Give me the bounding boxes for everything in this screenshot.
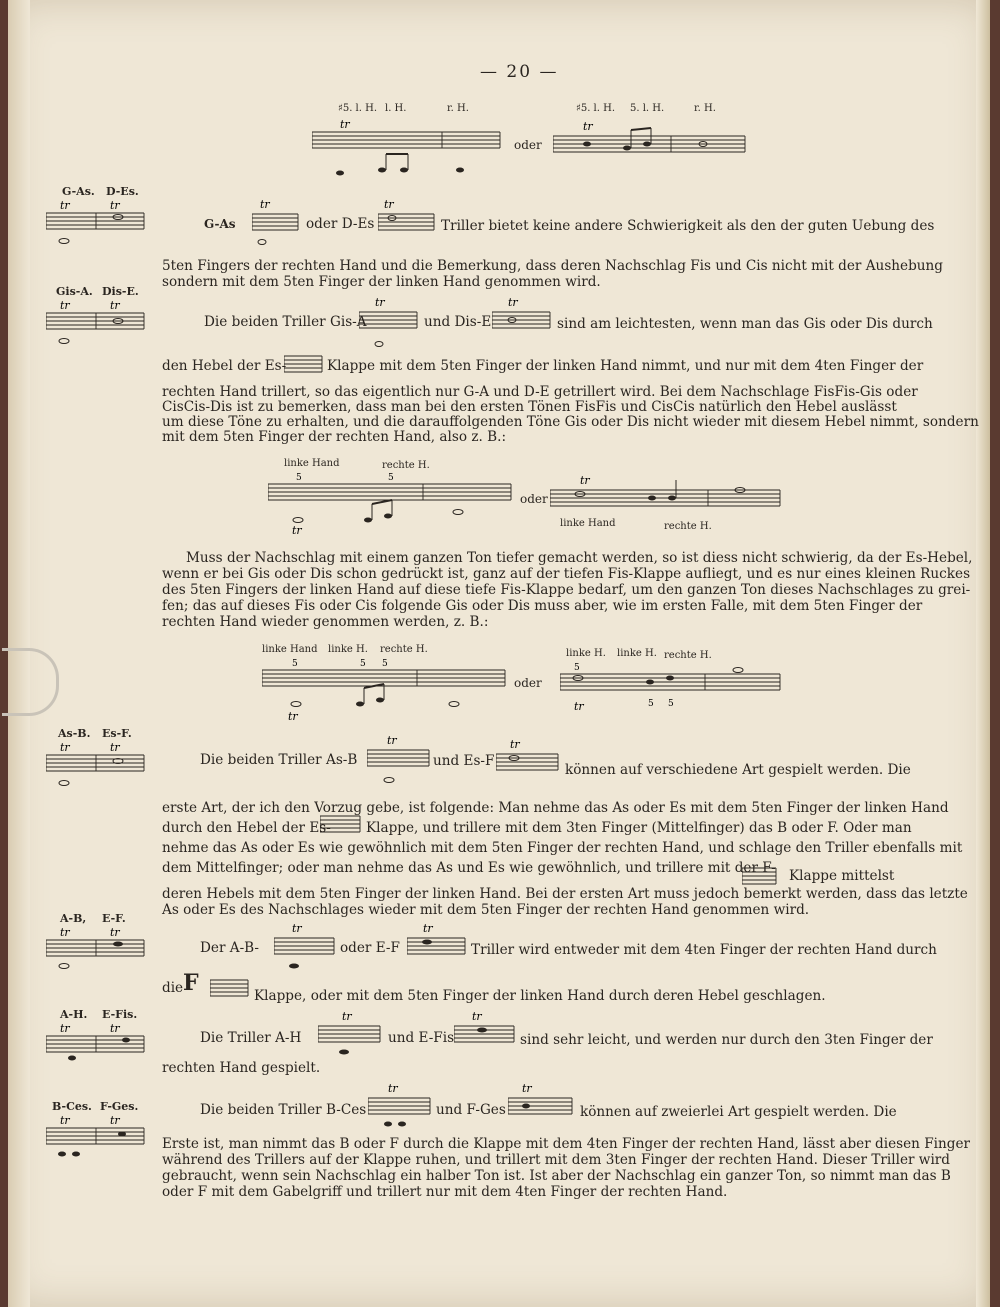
svg-text:5: 5 bbox=[360, 659, 366, 669]
svg-text:5: 5 bbox=[668, 699, 674, 709]
text-line: mit dem 5ten Finger der rechten Hand, also z. B.: bbox=[162, 429, 507, 445]
inline-staff bbox=[496, 740, 560, 780]
text-line: während des Trillers auf der Klappe ruhen, und trillert mit dem 3ten Finger der rechten Hand. Dieser Triller wird bbox=[162, 1152, 950, 1168]
svg-text:tr: tr bbox=[260, 200, 270, 211]
svg-text:tr: tr bbox=[110, 299, 120, 312]
hand-label: linke H. bbox=[328, 644, 368, 655]
svg-text:5: 5 bbox=[292, 659, 298, 669]
inline-staff bbox=[368, 1084, 432, 1134]
inline-staff bbox=[378, 200, 436, 240]
svg-text:tr: tr bbox=[60, 741, 70, 754]
fingering-label: l. H. bbox=[385, 103, 407, 114]
text-line: sind sehr leicht, und werden nur durch den 3ten Finger der bbox=[520, 1032, 933, 1048]
svg-text:tr: tr bbox=[375, 298, 385, 309]
fingering-label: ♯5. l. H. bbox=[338, 103, 378, 114]
svg-text:tr: tr bbox=[60, 1114, 70, 1127]
svg-text:tr: tr bbox=[580, 476, 590, 487]
inline-staff bbox=[320, 806, 362, 842]
trill-name: G-As bbox=[204, 217, 236, 231]
hand-label: linke H. bbox=[566, 648, 606, 659]
text-line: und F-Ges bbox=[436, 1102, 506, 1118]
fingering-label: r. H. bbox=[447, 103, 469, 114]
hand-label: rechte H. bbox=[664, 650, 712, 661]
text-line: fen; das auf dieses Fis oder Cis folgende Gis oder Dis muss aber, wie im ersten Falle, mit dem 5ten Finger der bbox=[162, 598, 923, 614]
svg-text:tr: tr bbox=[340, 120, 350, 131]
page-edge bbox=[976, 0, 990, 1307]
svg-text:5: 5 bbox=[388, 473, 394, 483]
inline-staff bbox=[492, 298, 552, 338]
text-line: Muss der Nachschlag mit einem ganzen Ton tiefer gemacht werden, so ist diess nicht schwierig, da der Es-Hebel, bbox=[186, 550, 973, 566]
svg-text:tr: tr bbox=[288, 710, 298, 723]
text-line: durch den Hebel der Es- bbox=[162, 820, 331, 836]
inline-staff bbox=[367, 736, 431, 791]
page-number: — 20 — bbox=[480, 62, 559, 82]
hand-label: rechte H. bbox=[664, 521, 712, 532]
hand-label: linke H. bbox=[617, 648, 657, 659]
text-line: rechten Hand gespielt. bbox=[162, 1060, 321, 1076]
text-line: des 5ten Fingers der linken Hand auf diese tiefe Fis-Klappe bedarf, um den ganzen Ton dieses Nachschlages zu grei- bbox=[162, 582, 971, 598]
hand-label: rechte H. bbox=[380, 644, 428, 655]
text-line: Die beiden Triller Gis-A bbox=[204, 314, 367, 330]
svg-text:tr: tr bbox=[60, 1022, 70, 1035]
inline-staff bbox=[318, 1012, 382, 1062]
text-line: und E-Fis bbox=[388, 1030, 455, 1046]
text-line: den Hebel der Es- bbox=[162, 358, 287, 374]
text-line: rechten Hand wieder genommen werden, z. B.: bbox=[162, 614, 489, 630]
text-line: Klappe, und trillere mit dem 3ten Finger (Mittelfinger) das B oder F. Oder man bbox=[366, 820, 912, 836]
inline-staff bbox=[274, 924, 336, 974]
hand-label: linke Hand bbox=[262, 644, 318, 655]
text-line: Triller wird entweder mit dem 4ten Finger der rechten Hand durch bbox=[471, 942, 937, 958]
hand-label: linke Hand bbox=[560, 518, 616, 529]
text-line: rechten Hand trillert, so das eigentlich nur G-A und D-E getrillert wird. Bei dem Nachschlage FisFis-Gis oder bbox=[162, 384, 918, 400]
svg-text:5: 5 bbox=[382, 659, 388, 669]
svg-text:tr: tr bbox=[423, 924, 433, 935]
inline-staff bbox=[454, 1012, 516, 1052]
fingering-label: 5. l. H. bbox=[630, 103, 665, 114]
text-line: und Dis-E bbox=[424, 314, 492, 330]
svg-text:5: 5 bbox=[296, 473, 302, 483]
inline-staff bbox=[252, 200, 300, 250]
text-oder: oder D-Es bbox=[306, 216, 375, 232]
inline-staff bbox=[508, 1084, 574, 1124]
text-line: Der A-B- bbox=[200, 940, 260, 956]
text-line: oder F mit dem Gabelgriff und trillert nur mit dem 4ten Finger der rechten Hand. bbox=[162, 1184, 728, 1200]
fingering-label: ♯5. l. H. bbox=[576, 103, 616, 114]
svg-text:tr: tr bbox=[384, 200, 394, 211]
text-line: um diese Töne zu erhalten, und die darauffolgenden Töne Gis oder Dis nicht wieder mit diesem Hebel nimmt, sondern bbox=[162, 414, 979, 430]
text-line: Die Triller A-H bbox=[200, 1030, 302, 1046]
text-line: können auf zweierlei Art gespielt werden. Die bbox=[580, 1104, 897, 1120]
svg-text:tr: tr bbox=[387, 736, 397, 747]
music-staff bbox=[553, 120, 748, 190]
text-line: Triller bietet keine andere Schwierigkeit als den der guten Uebung des bbox=[441, 218, 935, 234]
svg-text:tr: tr bbox=[110, 1114, 120, 1127]
svg-text:tr: tr bbox=[574, 700, 584, 713]
text-line: 5ten Fingers der rechten Hand und die Bemerkung, dass deren Nachschlag Fis und Cis nicht mit der Aushebung bbox=[162, 258, 944, 274]
svg-text:tr: tr bbox=[110, 199, 120, 212]
text-line: oder E-F bbox=[340, 940, 400, 956]
svg-text:tr: tr bbox=[60, 299, 70, 312]
text-line: sondern mit dem 5ten Finger der linken Hand genommen wird. bbox=[162, 274, 601, 290]
text-line: die bbox=[162, 980, 184, 996]
text-line: As oder Es des Nachschlages wieder mit dem 5ten Finger der rechten Hand genommen wird. bbox=[162, 902, 810, 918]
svg-text:tr: tr bbox=[583, 120, 593, 133]
text-line: gebraucht, wenn sein Nachschlag ein halber Ton ist. Ist aber der Nachschlag ein ganzer Ton, so nimmt man das B bbox=[162, 1168, 951, 1184]
svg-text:tr: tr bbox=[60, 199, 70, 212]
oder-label: oder bbox=[520, 492, 548, 506]
oder-label: oder bbox=[514, 138, 542, 152]
svg-text:tr: tr bbox=[342, 1012, 352, 1023]
music-staff bbox=[312, 120, 502, 190]
hand-label: rechte H. bbox=[382, 460, 430, 471]
svg-text:tr: tr bbox=[472, 1012, 482, 1023]
svg-text:tr: tr bbox=[110, 741, 120, 754]
svg-text:tr: tr bbox=[388, 1084, 398, 1095]
svg-text:tr: tr bbox=[292, 924, 302, 935]
music-staff bbox=[268, 470, 513, 540]
text-line: Klappe mit dem 5ten Finger der linken Hand nimmt, und nur mit dem 4ten Finger der bbox=[327, 358, 924, 374]
text-line: Erste ist, man nimmt das B oder F durch die Klappe mit dem 4ten Finger der rechten Hand, lässt aber diesen Finger bbox=[162, 1136, 971, 1152]
inline-staff bbox=[210, 970, 250, 1006]
text-line: Klappe, oder mit dem 5ten Finger der linken Hand durch deren Hebel geschlagen. bbox=[254, 988, 826, 1004]
text-line: erste Art, der ich den Vorzug gebe, ist folgende: Man nehme das As oder Es mit dem 5ten Finger der linken Hand bbox=[162, 800, 949, 816]
oder-label: oder bbox=[514, 676, 542, 690]
text-line: CisCis-Dis ist zu bemerken, dass man bei den ersten Tönen FisFis und CisCis natürlich den Hebel auslässt bbox=[162, 399, 897, 415]
inline-staff bbox=[359, 298, 419, 353]
text-line: und Es-F bbox=[433, 753, 495, 769]
f-key-glyph: F bbox=[183, 970, 199, 996]
text-line: nehme das As oder Es wie gewöhnlich mit dem 5ten Finger der rechten Hand, und schlage den Triller ebenfalls mit bbox=[162, 840, 963, 856]
svg-text:tr: tr bbox=[522, 1084, 532, 1095]
paper-clip bbox=[2, 648, 59, 716]
inline-staff bbox=[407, 924, 467, 964]
svg-text:5: 5 bbox=[648, 699, 654, 709]
text-line: Die beiden Triller As-B bbox=[200, 752, 358, 768]
text-line: deren Hebels mit dem 5ten Finger der linken Hand. Bei der ersten Art muss jedoch bemerkt werden, dass das letzte bbox=[162, 886, 968, 902]
music-staff bbox=[550, 476, 782, 516]
svg-text:tr: tr bbox=[110, 1022, 120, 1035]
text-line: können auf verschiedene Art gespielt werden. Die bbox=[565, 762, 911, 778]
text-line: wenn er bei Gis oder Dis schon gedrückt ist, ganz auf der tiefen Fis-Klappe aufliegt, und es nur eines kleinen Ruckes bbox=[162, 566, 971, 582]
text-line: Klappe mittelst bbox=[789, 868, 895, 884]
text-line: sind am leichtesten, wenn man das Gis oder Dis durch bbox=[557, 316, 933, 332]
svg-text:tr: tr bbox=[508, 298, 518, 309]
text-line: dem Mittelfinger; oder man nehme das As und Es wie gewöhnlich, und trillere mit der F- bbox=[162, 860, 776, 876]
hand-label: linke Hand bbox=[284, 458, 340, 469]
svg-text:tr: tr bbox=[510, 740, 520, 751]
svg-text:tr: tr bbox=[60, 926, 70, 939]
text-line: Die beiden Triller B-Ces bbox=[200, 1102, 367, 1118]
svg-text:tr: tr bbox=[110, 926, 120, 939]
inline-staff bbox=[284, 346, 324, 382]
music-staff bbox=[560, 660, 782, 720]
music-staff bbox=[262, 656, 507, 726]
svg-text:tr: tr bbox=[292, 524, 302, 537]
svg-text:5: 5 bbox=[574, 663, 580, 673]
fingering-label: r. H. bbox=[694, 103, 716, 114]
